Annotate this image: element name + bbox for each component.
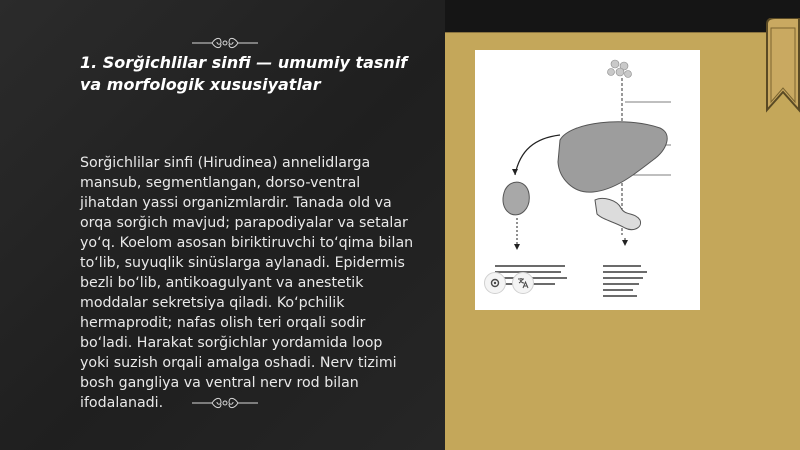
bookmark-ribbon (765, 18, 800, 113)
translate-icon (517, 277, 529, 289)
top-ornament (190, 36, 260, 50)
slide-body-text: Sorğichlilar sinfi (Hirudinea) annelidlarga mansub, segmentlangan, dorso-ventral jihatdan yassi organizmlardir. Tanada old va orqa sorğich mavjud; parapodiyalar va setalar yo‘q. Koelom asosan biriktiruvchi to‘qima bilan to‘lib, suyuqlik sinüslarga aylanadi. Epidermis bezli bo‘lib, antikoagulyant va anestetik moddalar sekretsiya qiladi. Ko‘pchilik hermaprodit; nafas olish teri orqali sodir bo‘ladi. Harakat sorğichlar yordamida loop yoki suzish orqali amalga oshadi. Nerv tizimi bosh gangliya va ventral nerv rod bilan ifodalanadi. (80, 155, 414, 411)
anatomy-diagram-image (475, 50, 700, 310)
top-dark-band (445, 0, 800, 32)
bottom-ornament (190, 396, 260, 410)
band-divider (445, 32, 800, 33)
lens-search-icon (489, 277, 501, 289)
slide-title: 1. Sorğichlilar sinfi — umumiy tasnif va morfologik xususiyatlar (80, 53, 408, 94)
anatomy-diagram-drawing (475, 50, 700, 310)
translate-button[interactable] (512, 272, 534, 294)
lens-search-button[interactable] (484, 272, 506, 294)
